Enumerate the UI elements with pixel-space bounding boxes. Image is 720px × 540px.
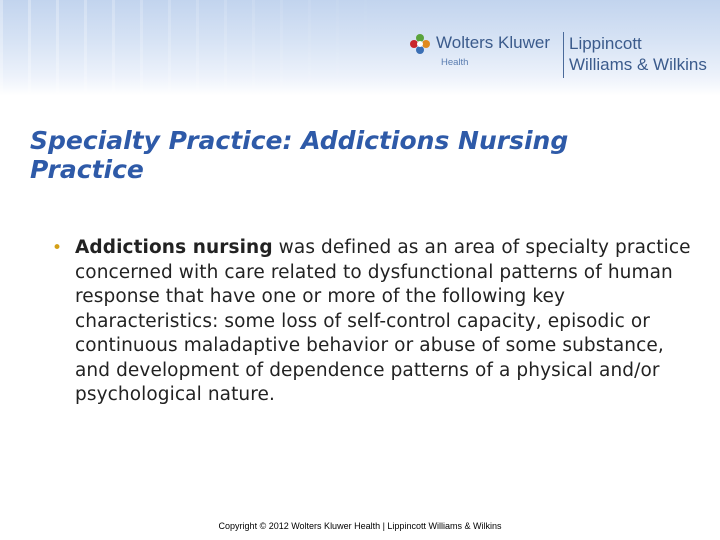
company-name: Wolters Kluwer	[436, 33, 550, 52]
bullet-text	[75, 237, 691, 405]
bullet-list	[52, 236, 692, 408]
footer-copyright: Copyright © 2012 Wolters Kluwer Health | Lippincott Williams & Wilkins	[218, 521, 502, 531]
header-stripes	[0, 0, 400, 96]
imprint-name-line1: Lippincott	[569, 34, 642, 53]
bullet-bold-lead: Addictions nursing	[75, 237, 273, 258]
bullet-item	[52, 236, 692, 408]
slide-title: Specialty Practice: Addictions Nursing Practice	[30, 126, 569, 184]
bullet-dot-icon: •	[52, 238, 63, 258]
publisher-logo	[408, 30, 714, 80]
bullet-body: was defined as an area of specialty practice concerned with care related to dysfunctional patterns of human response that have one or more of the following key characteristics: some loss of self-control capacity, episodic or continuous maladaptive behavior or abuse of some substance, and development of dependence patterns of a physical and/or psychological nature.	[75, 237, 691, 405]
header-band	[0, 0, 720, 96]
logo-divider	[563, 32, 564, 78]
company-division: Health	[441, 57, 469, 68]
imprint-name-line2: Williams & Wilkins	[569, 55, 707, 74]
wolters-kluwer-globe-icon	[408, 32, 432, 56]
